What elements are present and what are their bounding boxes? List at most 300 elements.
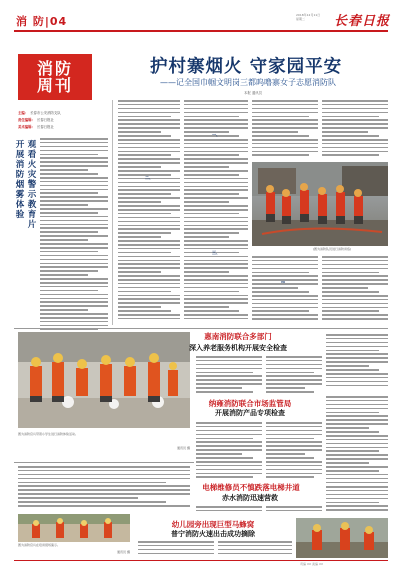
lead-subhead-3: 三、 <box>212 250 220 255</box>
text-line <box>322 260 388 262</box>
text-line <box>266 379 322 381</box>
text-line <box>18 497 138 499</box>
text-line <box>184 201 229 203</box>
text-line <box>196 422 262 424</box>
text-line <box>252 264 318 266</box>
text-line <box>184 232 239 234</box>
text-line <box>184 310 239 312</box>
news-4-headline: 幼儿园旁出现巨型马蜂窝 <box>171 520 255 529</box>
text-line <box>252 139 318 141</box>
text-line <box>252 279 318 281</box>
text-line <box>184 166 229 168</box>
text-line <box>184 314 248 316</box>
text-line <box>184 139 248 141</box>
text-line <box>184 283 248 285</box>
text-line <box>118 295 180 297</box>
text-line <box>252 112 318 114</box>
text-line <box>322 310 379 312</box>
text-line <box>196 445 262 447</box>
news-3-body-a <box>196 506 262 516</box>
text-line <box>196 506 262 508</box>
text-line <box>266 391 314 393</box>
text-line <box>252 135 309 137</box>
text-line <box>40 227 108 229</box>
text-line <box>322 272 379 274</box>
text-line <box>18 466 190 468</box>
text-line <box>252 307 318 309</box>
bottom-photo-1 <box>18 514 130 542</box>
text-line <box>184 170 248 172</box>
text-line <box>118 170 180 172</box>
text-line <box>40 165 108 167</box>
text-line <box>40 146 108 148</box>
text-line <box>326 412 379 414</box>
text-line <box>184 287 248 289</box>
text-line <box>252 116 309 118</box>
text-line <box>184 174 239 176</box>
left-photo-caption: 图为消防官兵带领小学生进行消防体验活动。 <box>18 432 79 436</box>
text-line <box>184 182 248 184</box>
text-line <box>40 142 108 144</box>
text-line <box>40 266 108 268</box>
news-2-headline: 纳雍消防联合市场监管局 <box>208 399 292 408</box>
bottom-photo-1-credit: 通讯员 摄 <box>117 550 130 554</box>
text-line <box>18 485 190 487</box>
text-line <box>196 449 262 451</box>
text-line <box>40 224 108 226</box>
news-2-subheadline: 开展消防产品专项检查 <box>215 409 285 417</box>
text-line <box>266 445 322 447</box>
news-4-body-b <box>218 541 292 559</box>
text-line <box>252 151 318 153</box>
text-line <box>118 279 180 281</box>
text-line <box>118 162 180 164</box>
text-line <box>118 135 171 137</box>
text-line <box>266 461 322 463</box>
text-line <box>40 169 88 171</box>
text-line <box>252 143 318 145</box>
text-line <box>322 131 368 133</box>
text-line <box>184 275 248 277</box>
text-line <box>118 116 171 118</box>
text-line <box>18 474 190 476</box>
text-line <box>118 221 180 223</box>
header-rule <box>14 30 388 32</box>
masthead-line-1: 消防 <box>36 59 73 78</box>
text-line <box>322 147 388 149</box>
text-line <box>196 387 242 389</box>
text-line <box>326 357 388 359</box>
text-line <box>118 127 180 129</box>
text-line <box>196 441 262 443</box>
credit-line: 责任编辑： 长春日报社 <box>18 118 54 122</box>
text-line <box>326 435 388 437</box>
text-line <box>184 263 248 265</box>
text-line <box>218 549 292 551</box>
text-line <box>118 228 180 230</box>
text-line <box>326 381 388 383</box>
text-line <box>40 216 108 218</box>
text-line <box>40 212 98 214</box>
text-line <box>322 127 388 129</box>
text-line <box>40 309 88 311</box>
text-line <box>118 193 171 195</box>
text-line <box>252 100 318 102</box>
text-line <box>118 147 180 149</box>
text-line <box>266 387 305 389</box>
text-line <box>184 104 248 106</box>
text-line <box>184 189 248 191</box>
section-divider <box>14 328 388 329</box>
text-line <box>184 100 248 102</box>
lead-body-col-1 <box>118 100 180 326</box>
text-line <box>184 318 248 320</box>
text-line <box>266 364 322 366</box>
text-line <box>322 119 388 121</box>
text-line <box>252 318 318 320</box>
text-line <box>252 283 318 285</box>
masthead-line-2: 周刊 <box>36 76 73 95</box>
text-line <box>326 408 388 410</box>
text-line <box>322 256 388 258</box>
text-line <box>118 263 180 265</box>
text-line <box>184 291 239 293</box>
text-line <box>40 282 108 284</box>
lead-photo-caption: (图为消防队员进行消防训练) <box>312 247 352 251</box>
text-line <box>326 396 388 398</box>
news-1-headline: 惠南消防联合多部门 <box>204 332 272 341</box>
text-line <box>184 112 248 114</box>
text-line <box>196 364 262 366</box>
text-line <box>138 541 214 543</box>
text-line <box>252 295 318 297</box>
text-line <box>266 476 314 478</box>
text-line <box>118 256 180 258</box>
text-line <box>118 291 171 293</box>
text-line <box>326 486 388 488</box>
text-line <box>326 478 388 480</box>
section-label: 消 防|04 <box>16 15 68 28</box>
lead-photo-image <box>252 162 388 246</box>
text-line <box>196 461 262 463</box>
text-line <box>326 400 388 402</box>
text-line <box>266 422 322 424</box>
page-number: 04 <box>49 15 68 28</box>
text-line <box>266 360 322 362</box>
news-3-subheadline: 赤水消防迅速营救 <box>222 494 278 502</box>
news-4-body-a <box>138 541 214 559</box>
text-line <box>322 279 388 281</box>
text-line <box>40 317 108 319</box>
text-line <box>118 189 180 191</box>
text-line <box>40 189 108 191</box>
text-line <box>184 260 248 262</box>
text-line <box>40 305 108 307</box>
text-line <box>322 275 388 277</box>
text-line <box>138 545 214 547</box>
text-line <box>326 365 369 367</box>
text-line <box>322 318 388 320</box>
text-line <box>322 112 388 114</box>
text-line <box>18 482 166 484</box>
text-line <box>118 139 180 141</box>
lead-photo <box>252 162 388 246</box>
column-divider <box>112 100 113 325</box>
text-line <box>118 298 180 300</box>
text-line <box>118 182 180 184</box>
text-line <box>18 501 166 503</box>
text-line <box>196 426 262 428</box>
text-line <box>322 123 388 125</box>
lead-subhead: ——记全国巾帼文明岗三都呜噜寨女子志愿消防队 <box>160 78 336 87</box>
text-line <box>266 441 322 443</box>
text-line <box>322 307 388 309</box>
bottom-photo-2-image <box>296 518 388 558</box>
news-4-subheadline: 普宁消防火速出击成功摘除 <box>171 530 255 538</box>
text-line <box>118 310 171 312</box>
text-line <box>184 127 248 129</box>
text-line <box>252 272 309 274</box>
text-line <box>326 498 388 500</box>
text-line <box>18 470 190 472</box>
text-line <box>40 200 108 202</box>
text-line <box>252 310 309 312</box>
text-line <box>266 473 322 475</box>
bottom-photo-1-image <box>18 514 130 542</box>
text-line <box>40 154 98 156</box>
text-line <box>266 438 314 440</box>
issue-weekday: 星期二 <box>296 17 306 21</box>
text-line <box>184 213 239 215</box>
text-line <box>118 213 171 215</box>
text-line <box>196 368 262 370</box>
text-line <box>40 138 108 140</box>
news-3-headline: 电梯维修员不慎跌落电梯井道 <box>202 483 300 492</box>
text-line <box>40 239 88 241</box>
text-line <box>326 353 388 355</box>
text-line <box>40 290 98 292</box>
text-line <box>118 154 171 156</box>
text-line <box>266 430 322 432</box>
text-line <box>40 255 108 257</box>
news-4-lead-text <box>18 466 190 510</box>
text-line <box>40 313 108 315</box>
text-line <box>322 303 388 305</box>
text-line <box>266 453 305 455</box>
text-line <box>322 268 388 270</box>
text-line <box>252 147 318 149</box>
text-line <box>118 267 180 269</box>
text-line <box>322 264 388 266</box>
text-line <box>184 221 248 223</box>
text-line <box>196 453 242 455</box>
text-line <box>322 108 388 110</box>
text-line <box>196 465 262 467</box>
text-line <box>196 438 253 440</box>
lead-body-col-3 <box>252 100 318 160</box>
text-line <box>326 369 379 371</box>
text-line <box>118 287 180 289</box>
text-line <box>266 449 322 451</box>
text-line <box>40 301 108 303</box>
text-line <box>118 108 180 110</box>
text-line <box>40 286 108 288</box>
text-line <box>18 489 190 491</box>
text-line <box>184 197 248 199</box>
text-line <box>184 151 248 153</box>
text-line <box>118 131 161 133</box>
text-line <box>40 263 108 265</box>
text-line <box>184 193 239 195</box>
text-line <box>322 116 379 118</box>
text-line <box>118 205 180 207</box>
left-article-headline: 开展消防烟雾体验 <box>15 140 25 220</box>
text-line <box>40 251 98 253</box>
text-line <box>218 541 292 543</box>
footer-note: 责编 XX 美编 XX <box>300 562 324 566</box>
text-line <box>326 385 388 387</box>
text-line <box>326 361 388 363</box>
text-line <box>118 217 180 219</box>
text-line <box>118 232 171 234</box>
lead-body-col-4 <box>322 100 388 160</box>
text-line <box>40 274 88 276</box>
text-line <box>138 549 214 551</box>
text-line <box>322 139 388 141</box>
text-line <box>184 228 248 230</box>
news-3-body-c <box>326 486 388 516</box>
text-line <box>184 108 248 110</box>
text-line <box>196 510 262 512</box>
text-line <box>196 360 262 362</box>
text-line <box>138 553 214 555</box>
text-line <box>18 505 190 507</box>
text-line <box>40 157 108 159</box>
text-line <box>322 283 388 285</box>
text-line <box>184 240 248 242</box>
text-line <box>266 469 322 471</box>
text-line <box>252 299 318 301</box>
text-line <box>322 154 379 156</box>
text-line <box>326 509 388 511</box>
text-line <box>18 478 190 480</box>
text-line <box>252 119 318 121</box>
text-line <box>252 256 318 258</box>
text-line <box>252 127 318 129</box>
issue-date: 2018年12月11日 <box>296 13 321 17</box>
text-line <box>118 186 180 188</box>
text-line <box>40 208 108 210</box>
news-2-body-b <box>266 422 322 482</box>
text-line <box>326 346 388 348</box>
text-line <box>18 493 190 495</box>
text-line <box>266 368 322 370</box>
text-line <box>322 287 368 289</box>
text-line <box>196 430 262 432</box>
text-line <box>184 271 229 273</box>
text-line <box>266 372 314 374</box>
text-line <box>266 356 322 358</box>
text-line <box>326 502 379 504</box>
footer-rule <box>14 560 388 561</box>
text-line <box>40 185 108 187</box>
text-line <box>322 135 379 137</box>
text-line <box>326 415 388 417</box>
text-line <box>40 177 108 179</box>
text-line <box>326 450 379 452</box>
text-line <box>40 220 108 222</box>
text-line <box>40 150 108 152</box>
text-line <box>184 244 248 246</box>
text-line <box>40 243 108 245</box>
text-line <box>118 260 180 262</box>
text-line <box>196 469 262 471</box>
text-line <box>184 302 248 304</box>
text-line <box>184 225 248 227</box>
text-line <box>40 325 108 327</box>
section-name: 消 防 <box>16 15 45 28</box>
lead-subhead-1: 一、 <box>212 132 220 137</box>
text-line <box>326 350 379 352</box>
text-line <box>326 470 379 472</box>
text-line <box>266 426 322 428</box>
text-line <box>184 119 248 121</box>
text-line <box>326 443 388 445</box>
text-line <box>252 108 318 110</box>
text-line <box>184 116 239 118</box>
text-line <box>40 192 98 194</box>
text-line <box>326 474 388 476</box>
text-line <box>40 298 108 300</box>
text-line <box>196 356 262 358</box>
text-line <box>196 473 262 475</box>
text-line <box>184 217 248 219</box>
text-line <box>40 231 98 233</box>
text-line <box>218 553 292 555</box>
text-line <box>118 100 180 102</box>
text-line <box>118 112 180 114</box>
text-line <box>326 482 388 484</box>
news-1-subheadline: 深入养老服务机构开展安全检查 <box>189 344 287 352</box>
text-line <box>118 240 180 242</box>
text-line <box>118 283 180 285</box>
text-line <box>326 342 388 344</box>
editorial-credits <box>18 110 108 131</box>
text-line <box>252 275 318 277</box>
text-line <box>252 260 318 262</box>
text-line <box>184 298 248 300</box>
text-line <box>326 458 388 460</box>
text-line <box>326 494 388 496</box>
text-line <box>252 291 309 293</box>
text-line <box>118 143 180 145</box>
text-line <box>184 147 248 149</box>
text-line <box>326 447 388 449</box>
text-line <box>118 104 180 106</box>
newspaper-logo: 长春日报 <box>334 14 391 29</box>
lead-byline: 本报 通讯员 <box>244 91 263 95</box>
text-line <box>118 158 180 160</box>
text-line <box>118 201 161 203</box>
text-line <box>266 375 322 377</box>
text-line <box>118 306 161 308</box>
text-line <box>196 391 253 393</box>
text-line <box>118 252 171 254</box>
text-line <box>326 490 388 492</box>
page-header <box>0 0 402 30</box>
text-line <box>118 302 180 304</box>
text-line <box>326 454 388 456</box>
